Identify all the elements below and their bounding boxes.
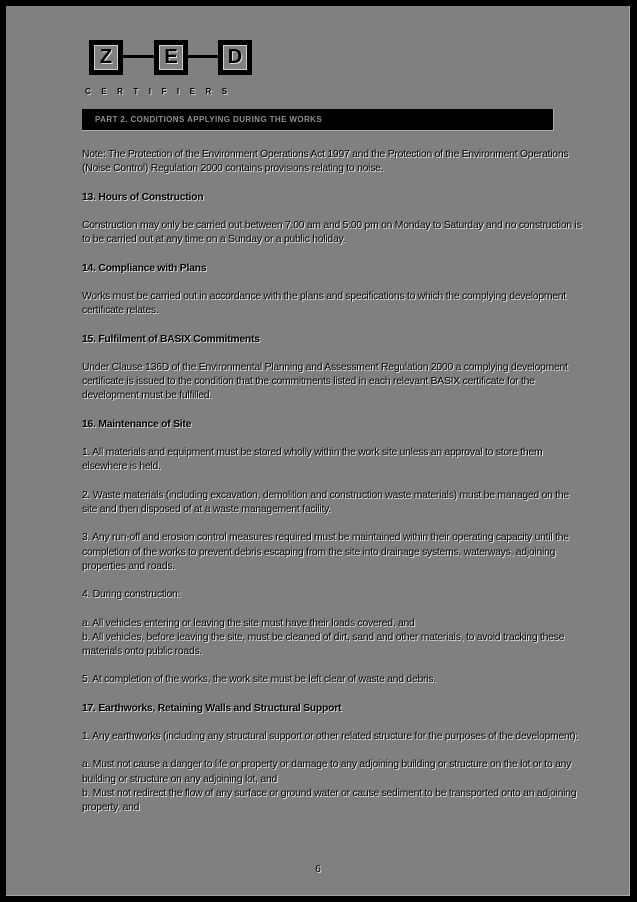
paragraph: Under Clause 136D of the Environmental Planning and Assessment Regulation 2000 a complying development certificate is issued to the condition that the commitments listed in each relevant BASIX certificate for the development must be fulfilled.: [82, 361, 568, 402]
section-heading: 16. Maintenance of Site: [82, 418, 192, 430]
list-item: 5. At completion of the works, the work site must be left clear of waste and debris.: [82, 674, 436, 686]
logo-letter-box: [218, 40, 252, 75]
section-heading: 15. Fulfilment of BASIX Commitments: [82, 333, 260, 345]
logo-letter-box: [89, 40, 123, 75]
paragraph: Works must be carried out in accordance with the plans and specifications to which the complying development certificate relates.: [82, 290, 566, 317]
section-heading: 14. Compliance with Plans: [82, 262, 207, 274]
document-body: [82, 148, 582, 829]
note-paragraph: Note: The Protection of the Environment Operations Act 1997 and the Protection of the Environment Operations (Noise Control) Regulation 2000 contains provisions relating to noise.: [82, 149, 569, 175]
logo-connector: [123, 55, 154, 58]
zed-certifiers-logo: [83, 40, 253, 100]
list-item: 1. All materials and equipment must be stored wholly within the work site unless an approval to store them elsewhere is held.: [82, 447, 543, 473]
logo-subtitle: CERTIFIERS: [85, 87, 238, 96]
logo-letter-box: [154, 40, 188, 75]
sub-list-item: a. All vehicles entering or leaving the site must have their loads covered, and: [82, 617, 415, 629]
document-page: [6, 6, 630, 896]
sub-list-item: b. All vehicles, before leaving the site, must be cleaned of dirt, sand and other materials, to avoid tracking these materials onto public roads.: [82, 631, 565, 657]
page-number: 6: [315, 864, 321, 875]
sub-list-item: a. Must not cause a danger to life or property or damage to any adjoining building or structure on the lot or to any building or structure on any adjoining lot, and: [82, 759, 572, 785]
paragraph: Construction may only be carried out between 7:00 am and 5:00 pm on Monday to Saturday and no construction is to be carried out at any time on a Sunday or a public holiday.: [82, 219, 582, 246]
section-banner: PART 2. CONDITIONS APPLYING DURING THE WORKS: [82, 109, 554, 131]
logo-letter: Z: [94, 45, 118, 70]
list-item: 4. During construction:: [82, 589, 181, 601]
sub-list-item: b. Must not redirect the flow of any surface or ground water or cause sediment to be transported onto an adjoining property, and: [82, 787, 577, 814]
list-item: 2. Waste materials (including excavation, demolition and construction waste materials) must be managed on the site and then disposed of at a waste management facility.: [82, 489, 569, 515]
logo-letter: E: [159, 45, 183, 70]
section-heading: 17. Earthworks, Retaining Walls and Structural Support: [82, 702, 342, 714]
logo-letter: D: [223, 45, 247, 70]
list-item: 1. Any earthworks (including any structural support or other related structure for the purposes of the development):: [82, 731, 579, 743]
section-heading: 13. Hours of Construction: [82, 191, 204, 203]
logo-connector: [188, 55, 218, 58]
list-item: 3. Any run-off and erosion control measures required must be maintained within their operating capacity until the completion of the works to prevent debris escaping from the site into drainage systems, waterways, adjoining properties and roads.: [82, 532, 569, 572]
